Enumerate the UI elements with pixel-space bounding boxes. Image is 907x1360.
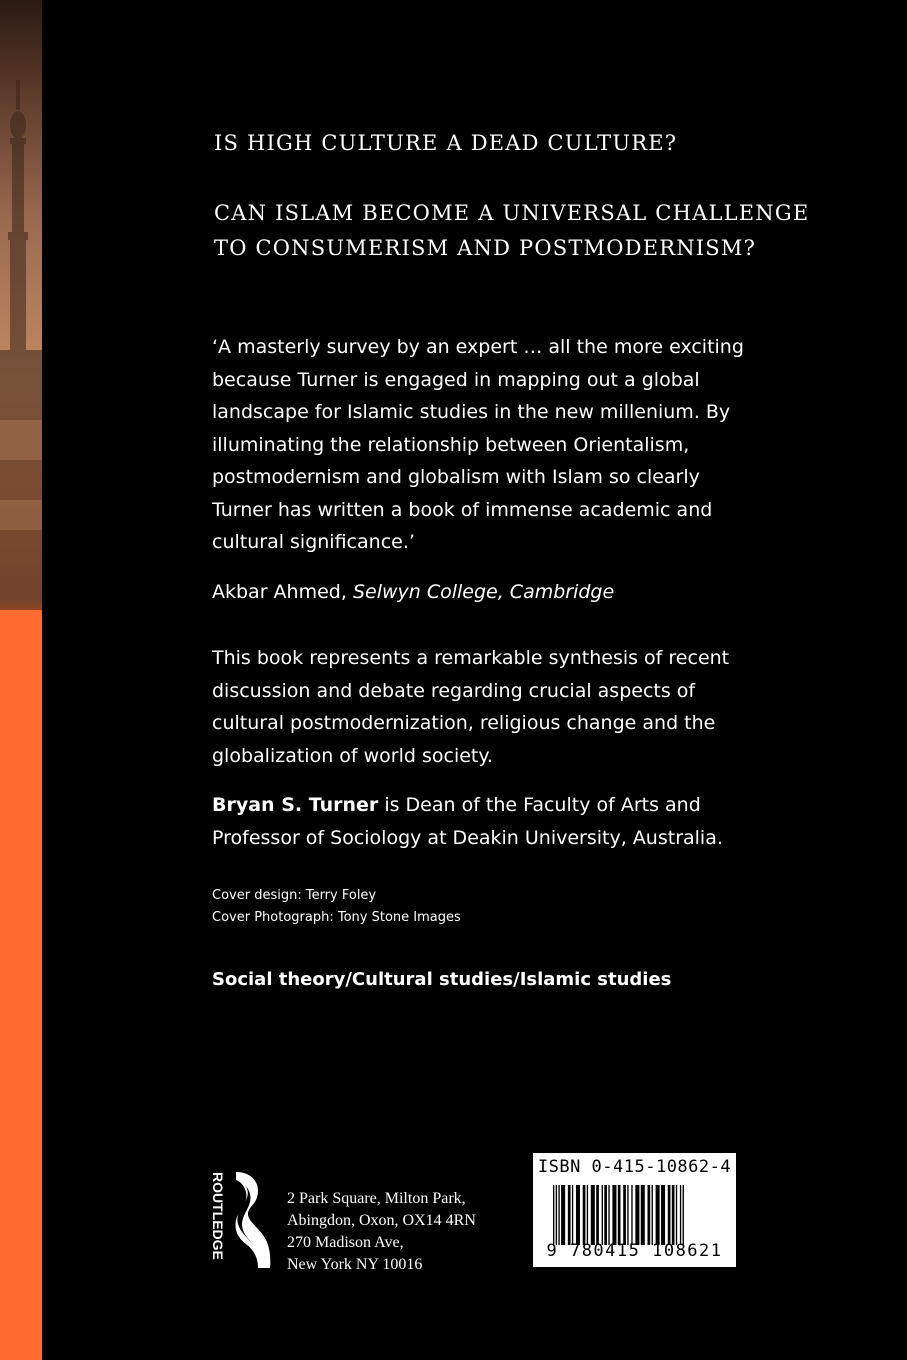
author-bio bbox=[212, 789, 752, 854]
minaret-silhouette-image bbox=[0, 0, 42, 620]
isbn-barcode-box bbox=[533, 1153, 736, 1267]
routledge-logo bbox=[206, 1170, 276, 1270]
address-line-1: 2 Park Square, Milton Park, bbox=[287, 1190, 466, 1207]
barcode-bar bbox=[612, 1185, 616, 1245]
barcode-bars bbox=[551, 1185, 731, 1245]
address-line-3: 270 Madison Ave, bbox=[287, 1234, 404, 1251]
author-name: Bryan S. Turner bbox=[212, 794, 379, 816]
author-bio-text: is Dean of the Faculty of Arts and Professor of Sociology at Deakin University, Australia. bbox=[212, 794, 723, 849]
cover-design-credit: Cover design: Terry Foley bbox=[212, 888, 377, 903]
barcode-bar bbox=[553, 1185, 554, 1245]
barcode-bar bbox=[576, 1185, 580, 1245]
reviewer-affiliation: Selwyn College, Cambridge bbox=[352, 581, 615, 603]
barcode-bar bbox=[648, 1185, 651, 1245]
review-attribution bbox=[212, 576, 752, 609]
barcode-bar bbox=[596, 1185, 599, 1245]
barcode-bar bbox=[641, 1185, 645, 1245]
headline-question-1-text: IS HIGH CULTURE A DEAD CULTURE? bbox=[214, 131, 678, 155]
barcode-bar bbox=[627, 1185, 628, 1245]
headline-question-2 bbox=[214, 196, 809, 266]
barcode-bar bbox=[623, 1185, 626, 1245]
barcode-bar bbox=[668, 1185, 671, 1245]
barcode-bar bbox=[661, 1185, 665, 1245]
spine-photo-strip bbox=[0, 0, 42, 1360]
barcode-bar bbox=[602, 1185, 603, 1245]
headline-question-2-line-2: TO CONSUMERISM AND POSTMODERNISM? bbox=[214, 236, 757, 260]
barcode-bar bbox=[583, 1185, 586, 1245]
barcode-bar bbox=[631, 1185, 632, 1245]
book-synopsis: This book represents a remarkable synthesis of recent discussion and debate regarding crucial aspects of cultural postmodernization, religious change and the globalization of world society. bbox=[212, 647, 730, 767]
barcode-bar bbox=[556, 1185, 557, 1245]
barcode-bar bbox=[561, 1185, 565, 1245]
barcode-bar bbox=[558, 1185, 559, 1245]
subject-categories: Social theory/Cultural studies/Islamic studies bbox=[212, 969, 672, 990]
barcode-bar bbox=[608, 1185, 609, 1245]
barcode-bar bbox=[618, 1185, 621, 1245]
headline-question-2-line-1: CAN ISLAM BECOME A UNIVERSAL CHALLENGE bbox=[214, 201, 810, 225]
cover-photo-credit: Cover Photograph: Tony Stone Images bbox=[212, 910, 461, 925]
barcode-digits: 9 780415 108621 bbox=[546, 1241, 723, 1261]
headline-question-1 bbox=[214, 126, 677, 161]
barcode-bar bbox=[683, 1185, 684, 1245]
reviewer-name: Akbar Ahmed, bbox=[212, 581, 353, 603]
barcode-bar bbox=[672, 1185, 675, 1245]
publisher-address bbox=[287, 1188, 476, 1276]
address-line-4: New York NY 10016 bbox=[287, 1256, 423, 1273]
barcode-bar bbox=[652, 1185, 653, 1245]
barcode-bar bbox=[604, 1185, 607, 1245]
barcode-bar bbox=[591, 1185, 595, 1245]
barcode-bar bbox=[568, 1185, 571, 1245]
barcode-bar bbox=[572, 1185, 573, 1245]
barcode-bar bbox=[587, 1185, 588, 1245]
address-line-2: Abingdon, Oxon, OX14 4RN bbox=[287, 1212, 476, 1229]
barcode-bar bbox=[635, 1185, 639, 1245]
barcode-bar bbox=[680, 1185, 681, 1245]
isbn-label: ISBN 0-415-10862-4 bbox=[537, 1157, 732, 1177]
publisher-name: ROUTLEDGE bbox=[210, 1172, 226, 1260]
review-quote: ‘A masterly survey by an expert … all the more exciting because Turner is engaged in mapping out a global landscape for Islamic studies in the new millenium. By illuminating the relationship between Orientalism, postmodernism and globalism with Islam so clearly Turner has written a book of immense academic and cultural significance.’ bbox=[212, 336, 744, 553]
barcode-bar bbox=[656, 1185, 660, 1245]
barcode-bar bbox=[676, 1185, 677, 1245]
